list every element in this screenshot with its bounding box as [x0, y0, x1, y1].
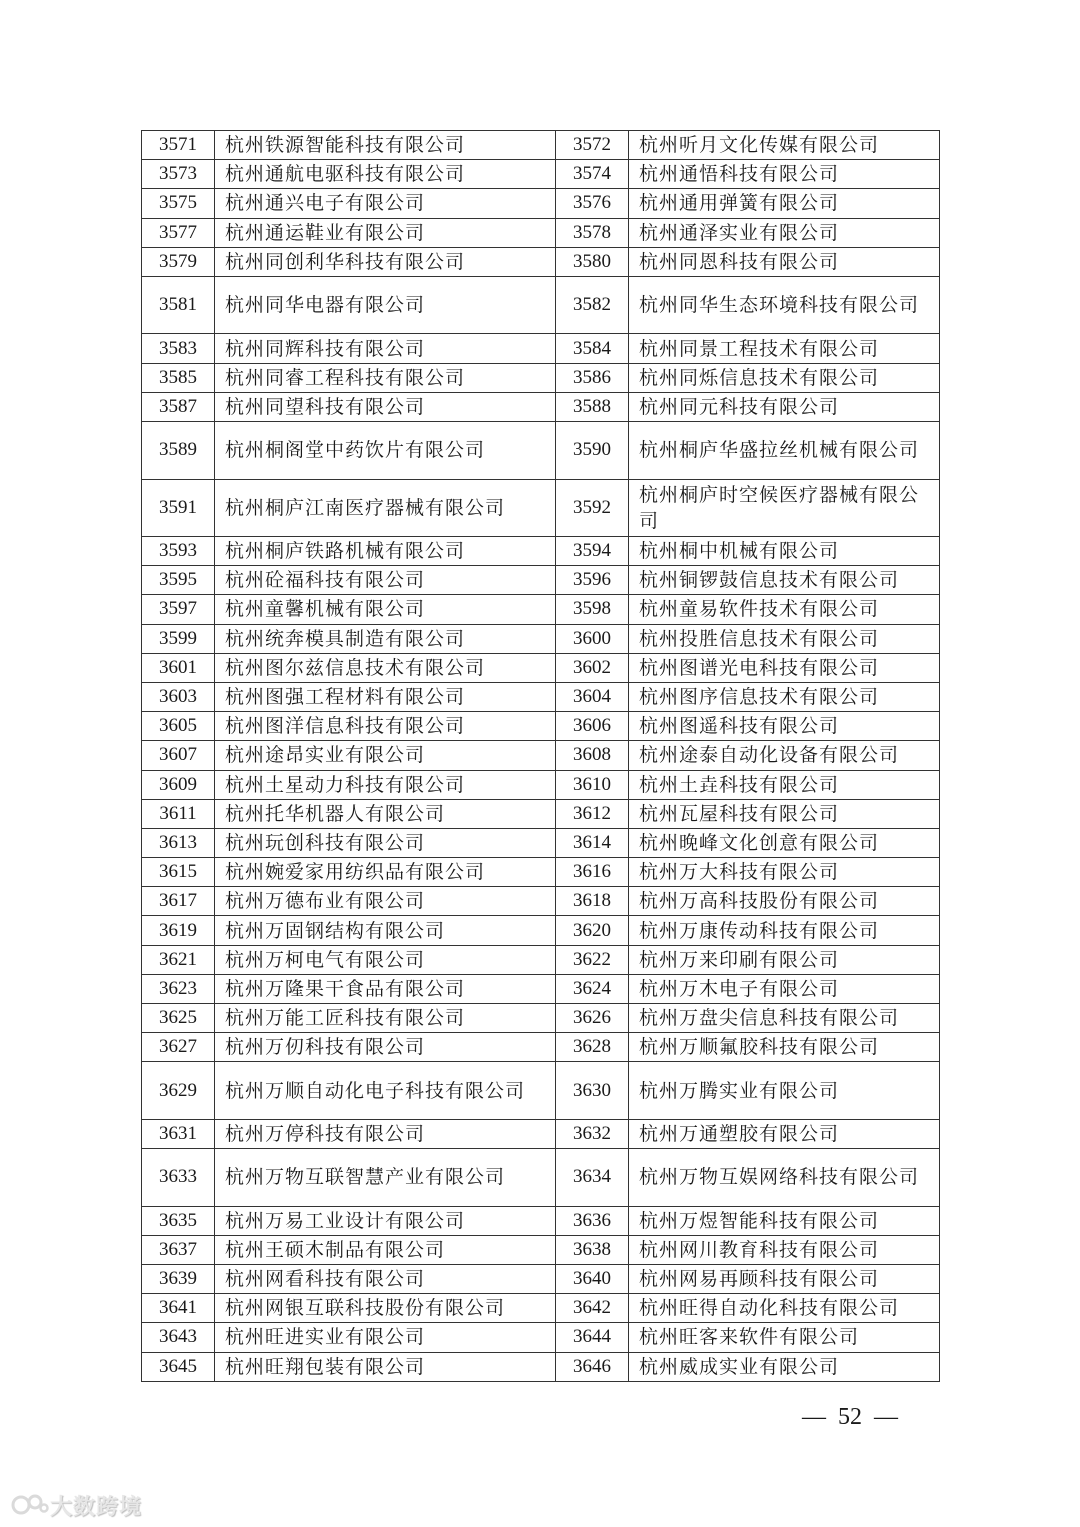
row-number: 3620: [556, 916, 629, 945]
table-row: [142, 595, 940, 624]
company-name: 杭州同恩科技有限公司: [629, 247, 940, 276]
table-row: [142, 1062, 940, 1120]
row-number: 3634: [556, 1149, 629, 1207]
company-name: 杭州万物互联智慧产业有限公司: [215, 1149, 556, 1207]
row-number: 3643: [142, 1323, 215, 1352]
row-number: 3641: [142, 1294, 215, 1323]
table-row: [142, 1235, 940, 1264]
table-row: [142, 799, 940, 828]
company-name: 杭州途泰自动化设备有限公司: [629, 741, 940, 770]
table-row: [142, 916, 940, 945]
row-number: 3610: [556, 770, 629, 799]
table-row: [142, 189, 940, 218]
company-name: 杭州同辉科技有限公司: [215, 334, 556, 363]
company-name: 杭州万柯电气有限公司: [215, 945, 556, 974]
company-name: 杭州万大科技有限公司: [629, 858, 940, 887]
company-name: 杭州桐阁堂中药饮片有限公司: [215, 422, 556, 480]
company-name: 杭州童易软件技术有限公司: [629, 595, 940, 624]
row-number: 3639: [142, 1264, 215, 1293]
row-number: 3619: [142, 916, 215, 945]
company-name: 杭州桐庐江南医疗器械有限公司: [215, 479, 556, 537]
table-row: [142, 1149, 940, 1207]
row-number: 3608: [556, 741, 629, 770]
company-name: 杭州万隆果干食品有限公司: [215, 974, 556, 1003]
table-row: [142, 131, 940, 160]
row-number: 3583: [142, 334, 215, 363]
table-row: [142, 1206, 940, 1235]
company-name: 杭州投胜信息技术有限公司: [629, 624, 940, 653]
company-name: 杭州通兴电子有限公司: [215, 189, 556, 218]
row-number: 3591: [142, 479, 215, 537]
row-number: 3633: [142, 1149, 215, 1207]
row-number: 3615: [142, 858, 215, 887]
row-number: 3626: [556, 1004, 629, 1033]
table-row: [142, 218, 940, 247]
table-row: [142, 247, 940, 276]
company-name: 杭州旺进实业有限公司: [215, 1323, 556, 1352]
table-row: [142, 1323, 940, 1352]
company-name: 杭州同华电器有限公司: [215, 276, 556, 334]
row-number: 3629: [142, 1062, 215, 1120]
page-number: — 52 —: [802, 1404, 898, 1430]
company-name: 杭州万物互娱网络科技有限公司: [629, 1149, 940, 1207]
row-number: 3645: [142, 1352, 215, 1381]
row-number: 3589: [142, 422, 215, 480]
company-name: 杭州万盘尖信息科技有限公司: [629, 1004, 940, 1033]
row-number: 3579: [142, 247, 215, 276]
company-name: 杭州图尔兹信息技术有限公司: [215, 653, 556, 682]
company-list-table: [141, 130, 940, 1382]
row-number: 3614: [556, 828, 629, 857]
table-row: [142, 1294, 940, 1323]
table-row: [142, 392, 940, 421]
company-name: 杭州同创利华科技有限公司: [215, 247, 556, 276]
table-row: [142, 887, 940, 916]
row-number: 3609: [142, 770, 215, 799]
company-name: 杭州童馨机械有限公司: [215, 595, 556, 624]
row-number: 3602: [556, 653, 629, 682]
company-name: 杭州托华机器人有限公司: [215, 799, 556, 828]
company-name: 杭州万康传动科技有限公司: [629, 916, 940, 945]
table-row: [142, 537, 940, 566]
company-name: 杭州玩创科技有限公司: [215, 828, 556, 857]
row-number: 3628: [556, 1033, 629, 1062]
company-name: 杭州铁源智能科技有限公司: [215, 131, 556, 160]
company-name: 杭州土垚科技有限公司: [629, 770, 940, 799]
company-name: 杭州同睿工程科技有限公司: [215, 363, 556, 392]
row-number: 3588: [556, 392, 629, 421]
company-name: 杭州土星动力科技有限公司: [215, 770, 556, 799]
row-number: 3578: [556, 218, 629, 247]
row-number: 3622: [556, 945, 629, 974]
company-name: 杭州铜锣鼓信息技术有限公司: [629, 566, 940, 595]
table-row: [142, 624, 940, 653]
row-number: 3596: [556, 566, 629, 595]
watermark: [10, 1488, 142, 1522]
company-name: 杭州万通塑胶有限公司: [629, 1119, 940, 1148]
table-body: [142, 131, 940, 1382]
row-number: 3638: [556, 1235, 629, 1264]
company-name: 杭州万固钢结构有限公司: [215, 916, 556, 945]
row-number: 3572: [556, 131, 629, 160]
row-number: 3636: [556, 1206, 629, 1235]
company-name: 杭州途昂实业有限公司: [215, 741, 556, 770]
company-name: 杭州同烁信息技术有限公司: [629, 363, 940, 392]
row-number: 3587: [142, 392, 215, 421]
company-name: 杭州万停科技有限公司: [215, 1119, 556, 1148]
company-name: 杭州图洋信息科技有限公司: [215, 712, 556, 741]
table-row: [142, 741, 940, 770]
company-name: 杭州图强工程材料有限公司: [215, 682, 556, 711]
row-number: 3617: [142, 887, 215, 916]
company-name: 杭州万能工匠科技有限公司: [215, 1004, 556, 1033]
table-row: [142, 160, 940, 189]
company-name: 杭州网银互联科技股份有限公司: [215, 1294, 556, 1323]
table-row: [142, 334, 940, 363]
row-number: 3623: [142, 974, 215, 1003]
table-row: [142, 945, 940, 974]
row-number: 3604: [556, 682, 629, 711]
row-number: 3584: [556, 334, 629, 363]
row-number: 3631: [142, 1119, 215, 1148]
row-number: 3571: [142, 131, 215, 160]
company-name: 杭州桐庐华盛拉丝机械有限公司: [629, 422, 940, 480]
row-number: 3616: [556, 858, 629, 887]
company-name: 杭州威成实业有限公司: [629, 1352, 940, 1381]
company-name: 杭州通泽实业有限公司: [629, 218, 940, 247]
row-number: 3586: [556, 363, 629, 392]
table-row: [142, 363, 940, 392]
row-number: 3606: [556, 712, 629, 741]
row-number: 3600: [556, 624, 629, 653]
company-name: 杭州同景工程技术有限公司: [629, 334, 940, 363]
company-name: 杭州万顺自动化电子科技有限公司: [215, 1062, 556, 1120]
company-name: 杭州万来印刷有限公司: [629, 945, 940, 974]
table-row: [142, 1004, 940, 1033]
row-number: 3613: [142, 828, 215, 857]
company-name: 杭州万煜智能科技有限公司: [629, 1206, 940, 1235]
row-number: 3630: [556, 1062, 629, 1120]
row-number: 3577: [142, 218, 215, 247]
table-row: [142, 653, 940, 682]
company-name: 杭州网看科技有限公司: [215, 1264, 556, 1293]
row-number: 3605: [142, 712, 215, 741]
row-number: 3576: [556, 189, 629, 218]
row-number: 3644: [556, 1323, 629, 1352]
company-name: 杭州砼福科技有限公司: [215, 566, 556, 595]
row-number: 3593: [142, 537, 215, 566]
watermark-logo-icon: [10, 1490, 50, 1520]
row-number: 3618: [556, 887, 629, 916]
row-number: 3595: [142, 566, 215, 595]
table-row: [142, 682, 940, 711]
company-name: 杭州网易再顾科技有限公司: [629, 1264, 940, 1293]
company-name: 杭州通悟科技有限公司: [629, 160, 940, 189]
company-name: 杭州桐中机械有限公司: [629, 537, 940, 566]
table-row: [142, 1352, 940, 1381]
company-name: 杭州万易工业设计有限公司: [215, 1206, 556, 1235]
company-name: 杭州瓦屋科技有限公司: [629, 799, 940, 828]
row-number: 3590: [556, 422, 629, 480]
row-number: 3640: [556, 1264, 629, 1293]
company-name: 杭州同元科技有限公司: [629, 392, 940, 421]
row-number: 3599: [142, 624, 215, 653]
table-row: [142, 479, 940, 537]
company-name: 杭州旺得自动化科技有限公司: [629, 1294, 940, 1323]
company-name: 杭州万德布业有限公司: [215, 887, 556, 916]
company-name: 杭州旺翔包装有限公司: [215, 1352, 556, 1381]
row-number: 3597: [142, 595, 215, 624]
row-number: 3646: [556, 1352, 629, 1381]
row-number: 3582: [556, 276, 629, 334]
watermark-text: 大数跨境: [50, 1494, 143, 1520]
company-name: 杭州同华生态环境科技有限公司: [629, 276, 940, 334]
company-name: 杭州通航电驱科技有限公司: [215, 160, 556, 189]
row-number: 3642: [556, 1294, 629, 1323]
table-row: [142, 828, 940, 857]
company-name: 杭州桐庐时空候医疗器械有限公司: [629, 479, 940, 537]
company-name: 杭州通运鞋业有限公司: [215, 218, 556, 247]
table-row: [142, 770, 940, 799]
row-number: 3598: [556, 595, 629, 624]
table-row: [142, 974, 940, 1003]
company-name: 杭州万仞科技有限公司: [215, 1033, 556, 1062]
table-row: [142, 422, 940, 480]
company-name: 杭州旺客来软件有限公司: [629, 1323, 940, 1352]
company-name: 杭州万木电子有限公司: [629, 974, 940, 1003]
row-number: 3592: [556, 479, 629, 537]
row-number: 3594: [556, 537, 629, 566]
row-number: 3624: [556, 974, 629, 1003]
table-row: [142, 1264, 940, 1293]
row-number: 3585: [142, 363, 215, 392]
row-number: 3607: [142, 741, 215, 770]
row-number: 3625: [142, 1004, 215, 1033]
row-number: 3574: [556, 160, 629, 189]
company-name: 杭州万顺氟胶科技有限公司: [629, 1033, 940, 1062]
company-name: 杭州网川教育科技有限公司: [629, 1235, 940, 1264]
row-number: 3580: [556, 247, 629, 276]
company-name: 杭州万腾实业有限公司: [629, 1062, 940, 1120]
company-name: 杭州图谱光电科技有限公司: [629, 653, 940, 682]
company-name: 杭州通用弹簧有限公司: [629, 189, 940, 218]
company-name: 杭州同望科技有限公司: [215, 392, 556, 421]
row-number: 3575: [142, 189, 215, 218]
row-number: 3635: [142, 1206, 215, 1235]
row-number: 3581: [142, 276, 215, 334]
row-number: 3603: [142, 682, 215, 711]
table-row: [142, 858, 940, 887]
row-number: 3573: [142, 160, 215, 189]
row-number: 3627: [142, 1033, 215, 1062]
row-number: 3612: [556, 799, 629, 828]
row-number: 3632: [556, 1119, 629, 1148]
company-name: 杭州万高科技股份有限公司: [629, 887, 940, 916]
table-row: [142, 566, 940, 595]
company-name: 杭州听月文化传媒有限公司: [629, 131, 940, 160]
row-number: 3611: [142, 799, 215, 828]
table-row: [142, 1119, 940, 1148]
company-name: 杭州晚峰文化创意有限公司: [629, 828, 940, 857]
row-number: 3637: [142, 1235, 215, 1264]
table-row: [142, 1033, 940, 1062]
row-number: 3621: [142, 945, 215, 974]
company-name: 杭州图遥科技有限公司: [629, 712, 940, 741]
table-row: [142, 712, 940, 741]
company-name: 杭州统奔模具制造有限公司: [215, 624, 556, 653]
row-number: 3601: [142, 653, 215, 682]
company-name: 杭州桐庐铁路机械有限公司: [215, 537, 556, 566]
company-name: 杭州图序信息技术有限公司: [629, 682, 940, 711]
table-row: [142, 276, 940, 334]
company-name: 杭州婉爱家用纺织品有限公司: [215, 858, 556, 887]
company-name: 杭州王硕木制品有限公司: [215, 1235, 556, 1264]
